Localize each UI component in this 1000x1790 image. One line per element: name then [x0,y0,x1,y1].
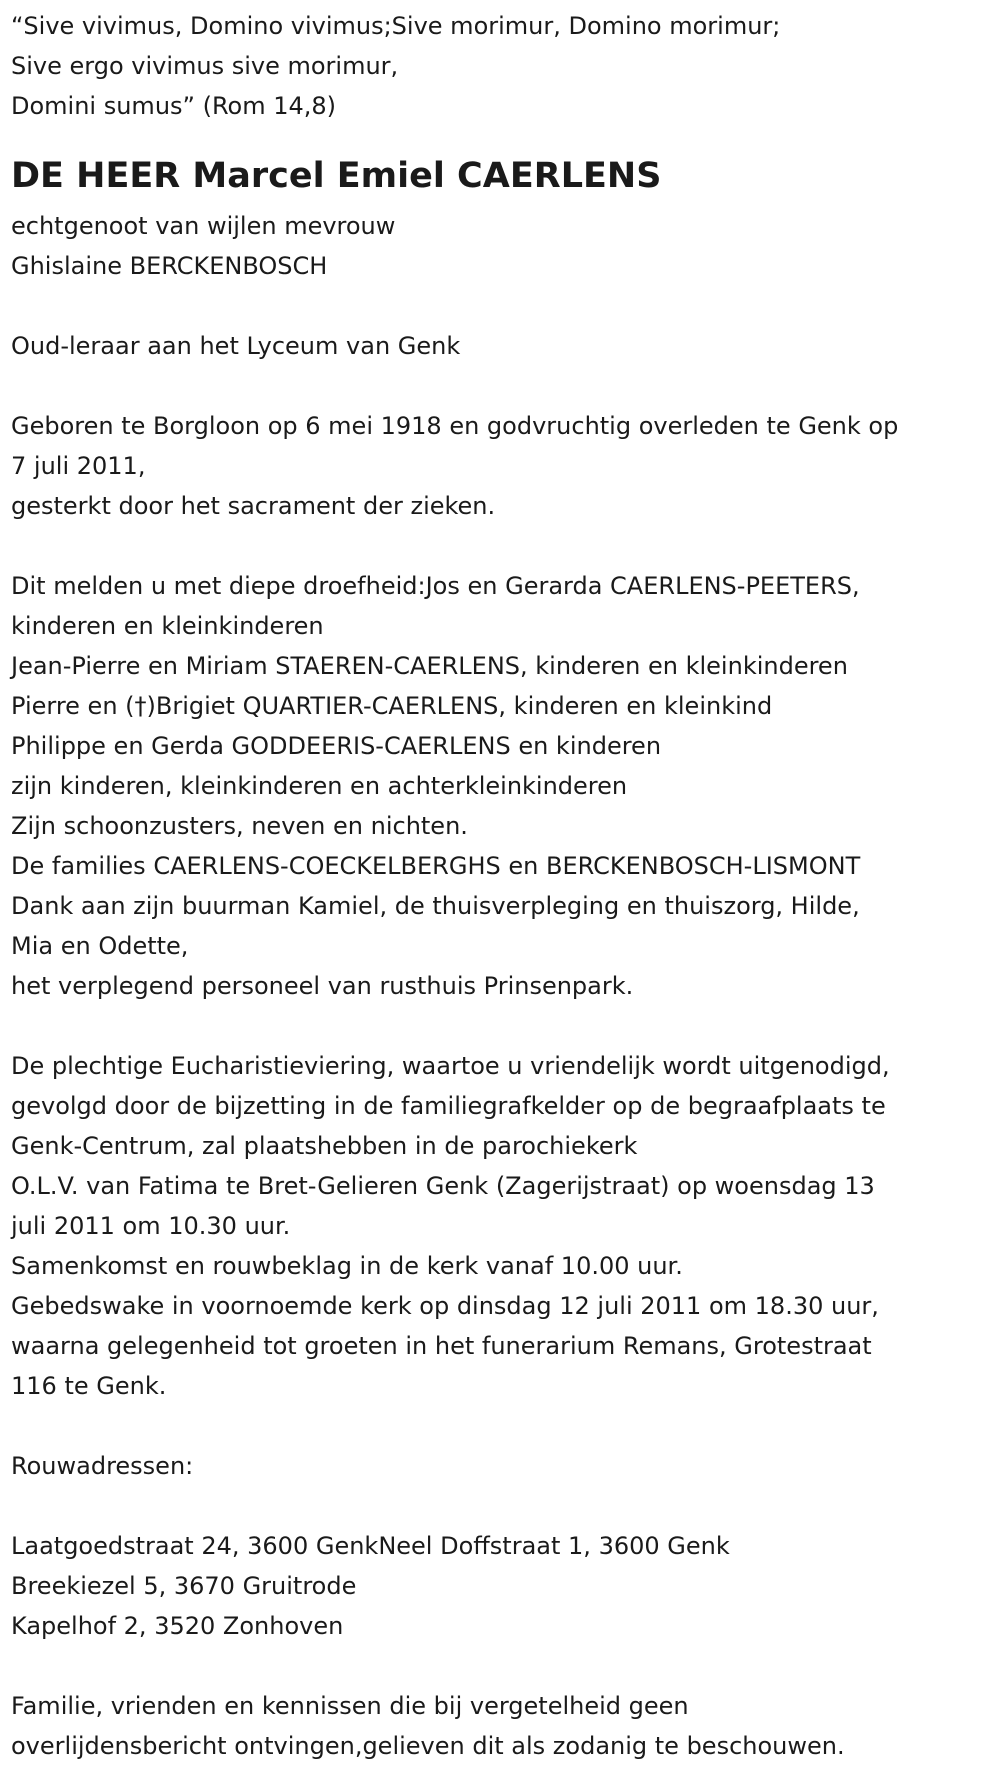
spacer [11,1646,985,1686]
motto-block [11,6,985,126]
ceremony-line: juli 2011 om 10.30 uur. [11,1212,291,1240]
family-block [11,566,985,1006]
closing-line: overlijdensbericht ontvingen,gelieven dit als zodanig te beschouwen. [11,1732,845,1760]
birth-death-line: gesterkt door het sacrament der zieken. [11,492,496,520]
profession: Oud-leraar aan het Lyceum van Genk [11,332,461,360]
family-line: Dank aan zijn buurman Kamiel, de thuisverpleging en thuiszorg, Hilde, [11,892,860,920]
spacer [11,366,985,406]
motto-line: “Sive vivimus, Domino vivimus;Sive morimur, Domino morimur; [11,12,781,40]
family-line: Jean-Pierre en Miriam STAEREN-CAERLENS, kinderen en kleinkinderen [11,652,848,680]
ceremony-line: waarna gelegenheid tot groeten in het funerarium Remans, Grotestraat [11,1332,872,1360]
deceased-name: DE HEER Marcel Emiel CAERLENS [11,156,662,196]
address-line: Laatgoedstraat 24, 3600 GenkNeel Doffstraat 1, 3600 Genk [11,1532,730,1560]
ceremony-line: Samenkomst en rouwbeklag in de kerk vanaf 10.00 uur. [11,1252,683,1280]
closing-line: Familie, vrienden en kennissen die bij vergetelheid geen [11,1692,689,1720]
spacer [11,526,985,566]
family-line: kinderen en kleinkinderen [11,612,324,640]
address-line: Breekiezel 5, 3670 Gruitrode [11,1572,357,1600]
spacer [11,1006,985,1046]
family-line: Dit melden u met diepe droefheid:Jos en Gerarda CAERLENS-PEETERS, [11,572,860,600]
family-line: het verplegend personeel van rusthuis Prinsenpark. [11,972,634,1000]
spacer [11,1486,985,1526]
ceremony-line: O.L.V. van Fatima te Bret-Gelieren Genk (Zagerijstraat) op woensdag 13 [11,1172,875,1200]
family-line: Philippe en Gerda GODDEERIS-CAERLENS en kinderen [11,732,662,760]
spouse-line: Ghislaine BERCKENBOSCH [11,252,328,280]
motto-line: Sive ergo vivimus sive morimur, [11,52,399,80]
ceremony-line: Genk-Centrum, zal plaatshebben in de parochiekerk [11,1132,638,1160]
family-line: zijn kinderen, kleinkinderen en achterkleinkinderen [11,772,628,800]
ceremony-block [11,1046,985,1406]
ceremony-line: gevolgd door de bijzetting in de familiegrafkelder op de begraafplaats te [11,1092,886,1120]
ceremony-line: Gebedswake in voornoemde kerk op dinsdag 12 juli 2011 om 18.30 uur, [11,1292,879,1320]
motto-line: Domini sumus” (Rom 14,8) [11,92,337,120]
closing-block [11,1686,985,1766]
birth-death-block [11,406,985,526]
addresses-label: Rouwadressen: [11,1452,194,1480]
family-line: Pierre en (†)Brigiet QUARTIER-CAERLENS, kinderen en kleinkind [11,692,773,720]
family-line: Mia en Odette, [11,932,189,960]
birth-death-line: 7 juli 2011, [11,452,146,480]
family-line: De families CAERLENS-COECKELBERGHS en BERCKENBOSCH-LISMONT [11,852,861,880]
birth-death-line: Geboren te Borgloon op 6 mei 1918 en godvruchtig overleden te Genk op [11,412,899,440]
spouse-block [11,206,985,286]
spacer [11,1406,985,1446]
spacer [11,286,985,326]
family-line: Zijn schoonzusters, neven en nichten. [11,812,468,840]
address-line: Kapelhof 2, 3520 Zonhoven [11,1612,344,1640]
addresses-block [11,1526,985,1646]
ceremony-line: 116 te Genk. [11,1372,167,1400]
spouse-line: echtgenoot van wijlen mevrouw [11,212,396,240]
ceremony-line: De plechtige Eucharistieviering, waartoe u vriendelijk wordt uitgenodigd, [11,1052,890,1080]
